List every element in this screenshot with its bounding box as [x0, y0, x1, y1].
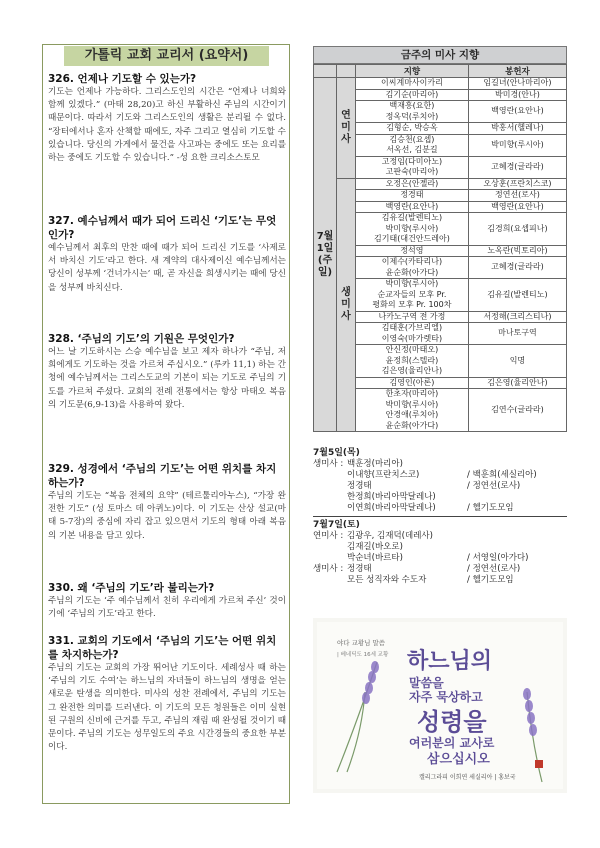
qa-330 [48, 581, 286, 621]
weekday-schedule [313, 448, 567, 608]
schedule-row [313, 492, 567, 503]
schedule-type: 연미사 : [313, 531, 344, 541]
intention-cell: 오정은(안젤라) [356, 178, 469, 190]
schedule-donor [467, 531, 567, 542]
calligraphy-card [313, 618, 567, 793]
answer: 주님의 기도는 ‘주 예수님께서 친히 우리에게 가르쳐 주신’ 것이기에 ‘주님의 기도’라고 한다. [48, 596, 286, 620]
schedule-intention: 정경태 [347, 564, 372, 574]
donor-cell: 백영란(요안나) [468, 201, 566, 213]
intention-cell: 고정임(다미아노) 고판숙(마리아) [356, 156, 469, 178]
mass-type-label: 연 미 사 [337, 78, 356, 179]
answer: 어느 날 기도하시는 스승 예수님을 보고 제자 하나가 “주님, 저희에게도 기도하는 것을 가르쳐 주십시오.” (루카 11,1) 하는 간청에 예수님께서는 그리스도교의 기본이 되는 기도로 주님의 기도를 가르쳐 주셨다. 교회의 전례 전통에서는 항상 마태오 복음의 기도문(6,9-13)을 사용하여 왔다. [48, 347, 286, 410]
calligraphy-line: 여러분의 교사로 [409, 736, 495, 750]
donor-cell: 오상훈(프란치스코) [468, 178, 566, 190]
calligraphy-line: 성령을 [417, 707, 487, 736]
intention-cell: 김형순, 박승옥 [356, 123, 469, 135]
question: 329. 성경에서 ‘주님의 기도’는 어떤 위치를 차지하는가? [48, 463, 277, 489]
calligraphy-line: 자주 묵상하고 [409, 690, 483, 704]
intention-row [314, 178, 567, 190]
schedule-donor: / 백훈희(세실리아) [467, 470, 537, 480]
schedule-intention: 이내향(프란치스코) [347, 470, 420, 480]
intention-cell: 백영란(요안나) [356, 201, 469, 213]
qa-326 [48, 72, 286, 165]
schedule-row [313, 542, 567, 553]
schedule-intention: 김광우, 김재덕(데레사) [347, 531, 433, 541]
intention-cell: 김승천(요셉) 서옥선, 김분길 [356, 134, 469, 156]
schedule-type: 생미사 : [313, 564, 344, 574]
intention-cell: 안신정(마태오) 윤정희(스텔라) 김은영(율리안나) [356, 345, 469, 378]
donor-cell: 고혜경(글라라) [468, 257, 566, 279]
seal-stamp [535, 760, 543, 768]
schedule-type [313, 575, 347, 586]
catechism-title: 가톨릭 교회 교리서 (요약서) [64, 46, 269, 66]
intention-row [314, 78, 567, 90]
question: 326. 언제나 기도할 수 있는가? [48, 73, 197, 85]
schedule-row [313, 575, 567, 586]
calligraphy-line: 하느님의 [407, 648, 493, 674]
question: 327. 예수님께서 때가 되어 드리신 ‘기도’는 무엇인가? [48, 215, 277, 241]
answer: 예수님께서 최후의 만찬 때에 때가 되어 드리신 기도를 ‘사제로서 바치신 기도’라고 한다. 새 계약의 대사제이신 예수님께서는 당신이 성부께 ‘건너가시는’ 때, 곧 자신을 희생시키는 때에 당신을 성부께 바치신다. [48, 243, 286, 293]
date-thursday: 7월5일(목) [313, 448, 360, 458]
intention-cell: 김태훈(가브리엘) 이영숙(마가렛타) [356, 323, 469, 345]
schedule-intention: 모든 성직자와 수도자 [347, 575, 427, 585]
qa-331 [48, 634, 286, 754]
schedule-type [313, 492, 347, 503]
schedule-row [313, 503, 567, 514]
intention-cell: 이제수(카타리나) 윤순화(아가다) [356, 257, 469, 279]
calligraphy-line: 말씀을 [409, 676, 444, 690]
schedule-row [313, 564, 567, 575]
card-tag: 야다 교황님 말씀 [337, 639, 386, 647]
schedule-intention: 이연희(바리아막달레나) [347, 503, 436, 513]
donor-cell: 서정해(크리스티나) [468, 311, 566, 323]
intention-cell: 한초자(마리아) 박미향(루시아) 안경애(루치아) 윤순화(아가다) [356, 389, 469, 432]
date-saturday: 7월7일(토) [313, 520, 360, 530]
mass-type-label: 생 미 사 [337, 178, 356, 432]
answer: 기도는 언제나 가능하다. 그리스도인의 시간은 “언제나 너희와 함께 있겠다.” (마태 28,20)고 하신 부활하신 주님의 시간이기 때문이다. 따라서 기도와 그리스도인의 생활은 분리될 수 없다. “장터에서나 혼자 산책할 때에도, 자주 그리고 열심히 기도할 수 있습니다. 당신의 가게에서 물건을 사고파는 중에도 또는 요리를 하는 중에도 기도할 수 있습니다.” -성 요한 크리소스토모 [48, 87, 286, 164]
donor-cell: 김연수(글라라) [468, 389, 566, 432]
intention-cell: 정석영 [356, 245, 469, 257]
schedule-type [313, 481, 347, 492]
schedule-row [313, 481, 567, 492]
mass-intention-table [313, 64, 567, 432]
schedule-donor [467, 492, 567, 503]
schedule-donor: / 서영일(아가다) [467, 553, 529, 563]
donor-cell: 백영란(요안나) [468, 101, 566, 123]
donor-cell: 김유길(발렌티노) [468, 279, 566, 312]
donor-cell: 노옥란(빅토리아) [468, 245, 566, 257]
schedule-type [313, 503, 347, 514]
donor-cell: 마나토구역 [468, 323, 566, 345]
intention-cell: 김유길(발렌티노) 박미향(루시아) 김기태(대건안드레아) [356, 213, 469, 246]
schedule-type: 생미사 : [313, 459, 344, 469]
calligraphy-line: 삼으십시오 [427, 752, 490, 767]
donor-cell: 익명 [468, 345, 566, 378]
intention-cell: 정경태 [356, 190, 469, 202]
donor-cell: 임길녀(안나마리아) [468, 78, 566, 90]
donor-cell: 고혜경(글라라) [468, 156, 566, 178]
qa-329 [48, 462, 286, 543]
schedule-intention: 박순녀(바르타) [347, 553, 403, 563]
schedule-intention: 한정희(바리아막달레나) [347, 492, 436, 502]
schedule-donor [467, 542, 567, 553]
col-intention: 지향 [356, 65, 469, 78]
card-subtag: | 베네딕도 16세 교황 [337, 652, 389, 658]
mass-intention-title: 금주의 미사 지향 [313, 46, 567, 64]
col-donor: 봉헌자 [468, 65, 566, 78]
question: 328. ‘주님의 기도’의 기원은 무엇인가? [48, 333, 235, 345]
schedule-row [313, 459, 567, 470]
schedule-donor: / 헬기도모임 [467, 575, 514, 585]
schedule-row [313, 470, 567, 481]
donor-cell: 김경희(요셉피나) [468, 213, 566, 246]
divider [313, 516, 567, 517]
day-label: 7월 1일 (주 일) [314, 78, 337, 432]
schedule-row [313, 553, 567, 564]
intention-cell: 이씨계마사이카리 [356, 78, 469, 90]
schedule-donor [467, 459, 567, 470]
schedule-intention: 김재길(바오로) [347, 542, 403, 552]
donor-cell: 박홍서(헬레나) [468, 123, 566, 135]
intention-cell: 박미향(루시아) 순교자들의 모후 Pr. 평화의 모후 Pr. 100차 [356, 279, 469, 312]
donor-cell: 김은영(율리안나) [468, 377, 566, 389]
schedule-type [313, 542, 347, 553]
answer: 주님의 기도는 “복음 전체의 요약” (테르툴리아누스), “가장 완전한 기도” (성 토마스 데 아퀴노)이다. 이 기도는 산상 설교(마태 5-7장)의 중심에 자리 잡고 있으면서 기도의 형태 아래 복음의 기본 내용을 담고 있다. [48, 491, 286, 541]
question: 331. 교회의 기도에서 ‘주님의 기도’는 어떤 위치를 차지하는가? [48, 635, 277, 661]
donor-cell: 박미경(안나) [468, 89, 566, 101]
donor-cell: 박미향(루시아) [468, 134, 566, 156]
intention-cell: 김기순(마리아) [356, 89, 469, 101]
schedule-intention: 백훈정(마리아) [347, 459, 403, 469]
schedule-row [313, 531, 567, 542]
schedule-donor: / 정연선(로사) [467, 481, 521, 491]
intention-cell: 김영인(아론) [356, 377, 469, 389]
question: 330. 왜 ‘주님의 기도’라 불리는가? [48, 582, 215, 594]
card-credit: 캘리그라피 이희연 세실리아 | 홍보국 [419, 774, 516, 781]
answer: 주님의 기도는 교회의 가장 뛰어난 기도이다. 세례성사 때 하는 ‘주님의 기도 수여’는 하느님의 자녀들이 하느님의 생명을 얻는 새로운 탄생을 의미한다. 미사의 성찬 전례에서, 주님의 기도는 그 완전한 의미를 드러낸다. 이 기도의 모든 청원들은 이미 실현된 구원의 신비에 근거를 두고, 주님의 재림 때 완성될 것이기 때문이다. 주님의 기도는 성무일도의 주요 시간경들의 중요한 부분이다. [48, 663, 286, 753]
intention-cell: 백재흥(요한) 정옥덕(루치아) [356, 101, 469, 123]
schedule-donor: / 헬기도모임 [467, 503, 514, 513]
schedule-type [313, 553, 347, 564]
schedule-intention: 정경태 [347, 481, 372, 491]
qa-328 [48, 332, 286, 412]
donor-cell: 정연선(로사) [468, 190, 566, 202]
schedule-donor: / 정연선(로사) [467, 564, 521, 574]
qa-327 [48, 214, 286, 295]
intention-cell: 나카노구역 전 가정 [356, 311, 469, 323]
schedule-type [313, 470, 347, 481]
